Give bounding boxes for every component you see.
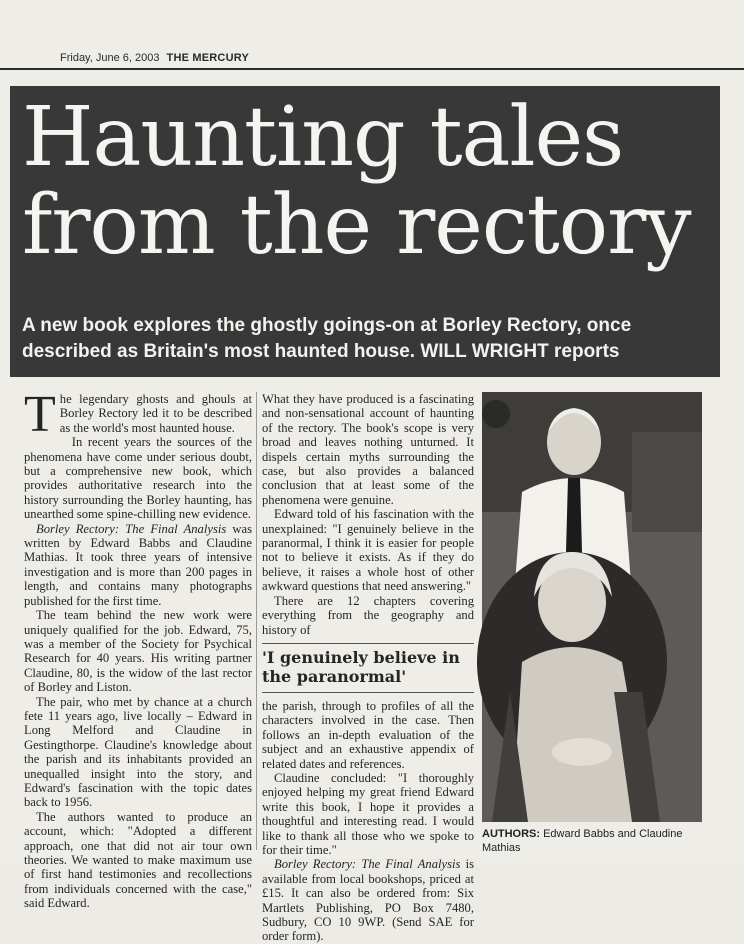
caption-lead: AUTHORS: bbox=[482, 828, 541, 840]
paragraph: The authors wanted to produce an account, which: "Adopted a different approach, one that did not air tour own theories. We wanted to make maximum use of first hand testimonies and recollections from individuals concerned with the case," said Edward. bbox=[24, 809, 252, 911]
book-title: Borley Rectory: The Final Analysis bbox=[274, 857, 461, 872]
paragraph: Claudine concluded: "I thoroughly enjoyed helping my great friend Edward write this book, I hope it provides a thoughtful and interesting read. I would like to thank all those who we spoke to for their time." bbox=[262, 770, 474, 857]
dateline bbox=[60, 52, 249, 64]
book-title: Borley Rectory: The Final Analysis bbox=[36, 521, 227, 536]
caption-text: Edward Babbs and Claudine Mathias bbox=[482, 828, 683, 854]
issue-date: Friday, June 6, 2003 bbox=[60, 52, 160, 64]
article-column-1 bbox=[24, 386, 253, 911]
paragraph-text: he legendary ghosts and ghouls at Borley Rectory led it to be described as the world's most haunted house. bbox=[59, 392, 252, 435]
headline: Haunting tales from the rectory bbox=[22, 90, 691, 273]
paragraph: There are 12 chapters covering everything from the geography and history of bbox=[262, 593, 474, 637]
paragraph: In recent years the sources of the phenomena have come under serious doubt, but a comprehensive new book, which provides authoritative research into the history surrounding the Borley haunting, has unearthed some spine-chilling new evidence. bbox=[24, 435, 252, 522]
newspaper-name: THE MERCURY bbox=[166, 52, 249, 64]
paragraph: The team behind the new work were uniquely qualified for the job. Edward, 75, was a member of the Society for Psychical Research for 40 years. His writing partner Claudine, 80, is the widow of the last rector of Borley and Liston. bbox=[24, 608, 252, 695]
paragraph: The pair, who met by chance at a church fete 11 years ago, live locally – Edward in Long Melford and Claudine in Gestingthorpe. Claudine's knowledge about the parish and its inhabitants provided an unequalled insight into the story, and Edward's fascination with the topic dates back to 1956. bbox=[24, 694, 252, 810]
column-divider bbox=[256, 392, 257, 850]
paragraph bbox=[24, 386, 252, 443]
pull-quote: 'I genuinely believe in the paranormal' bbox=[262, 643, 474, 693]
paragraph: Edward told of his fascination with the unexplained: "I genuinely believe in the paranormal, I think it is easier for people not to believe it exists. As if they do believe, it raises a whole host of other awkward questions that need answering." bbox=[262, 507, 474, 594]
paragraph bbox=[24, 522, 252, 608]
article-column-2 bbox=[262, 392, 474, 944]
header-rule bbox=[0, 68, 744, 70]
photo-caption bbox=[482, 827, 702, 855]
paragraph-text: was bbox=[226, 521, 253, 536]
standfirst: A new book explores the ghostly goings-on at Borley Rectory, once described as Britain's most haunted house. WILL WRIGHT reports bbox=[22, 315, 632, 362]
paragraph-text: is available from local bookshops, priced at £15. It can also be ordered from: Six Martlets Publishing, PO Box 7480, Sudbury, CO 10 9WP. (Send SAE for order form). bbox=[262, 857, 474, 944]
drop-cap: T bbox=[24, 386, 56, 443]
paragraph: What they have produced is a fascinating and non-sensational account of haunting of the rectory. The book's scope is very broad and leaves nothing unturned. It dispels certain myths surrounding the case, but also provides a balanced conclusion that at least some of the phenomena were genuine. bbox=[262, 392, 474, 507]
authors-photo-illustration bbox=[482, 392, 702, 822]
authors-photo bbox=[482, 392, 702, 822]
paragraph-text: written by Edward Babbs and Claudine Mathias. It took three years of intensive investigation and is more than 200 pages in length, and contains many photographs published for the first time. bbox=[24, 536, 252, 608]
paragraph bbox=[262, 857, 474, 943]
paragraph: the parish, through to profiles of all the characters involved in the case. Then follows an in-depth evaluation of the subject and an exhaustive appendix of related dates and references. bbox=[262, 698, 474, 771]
